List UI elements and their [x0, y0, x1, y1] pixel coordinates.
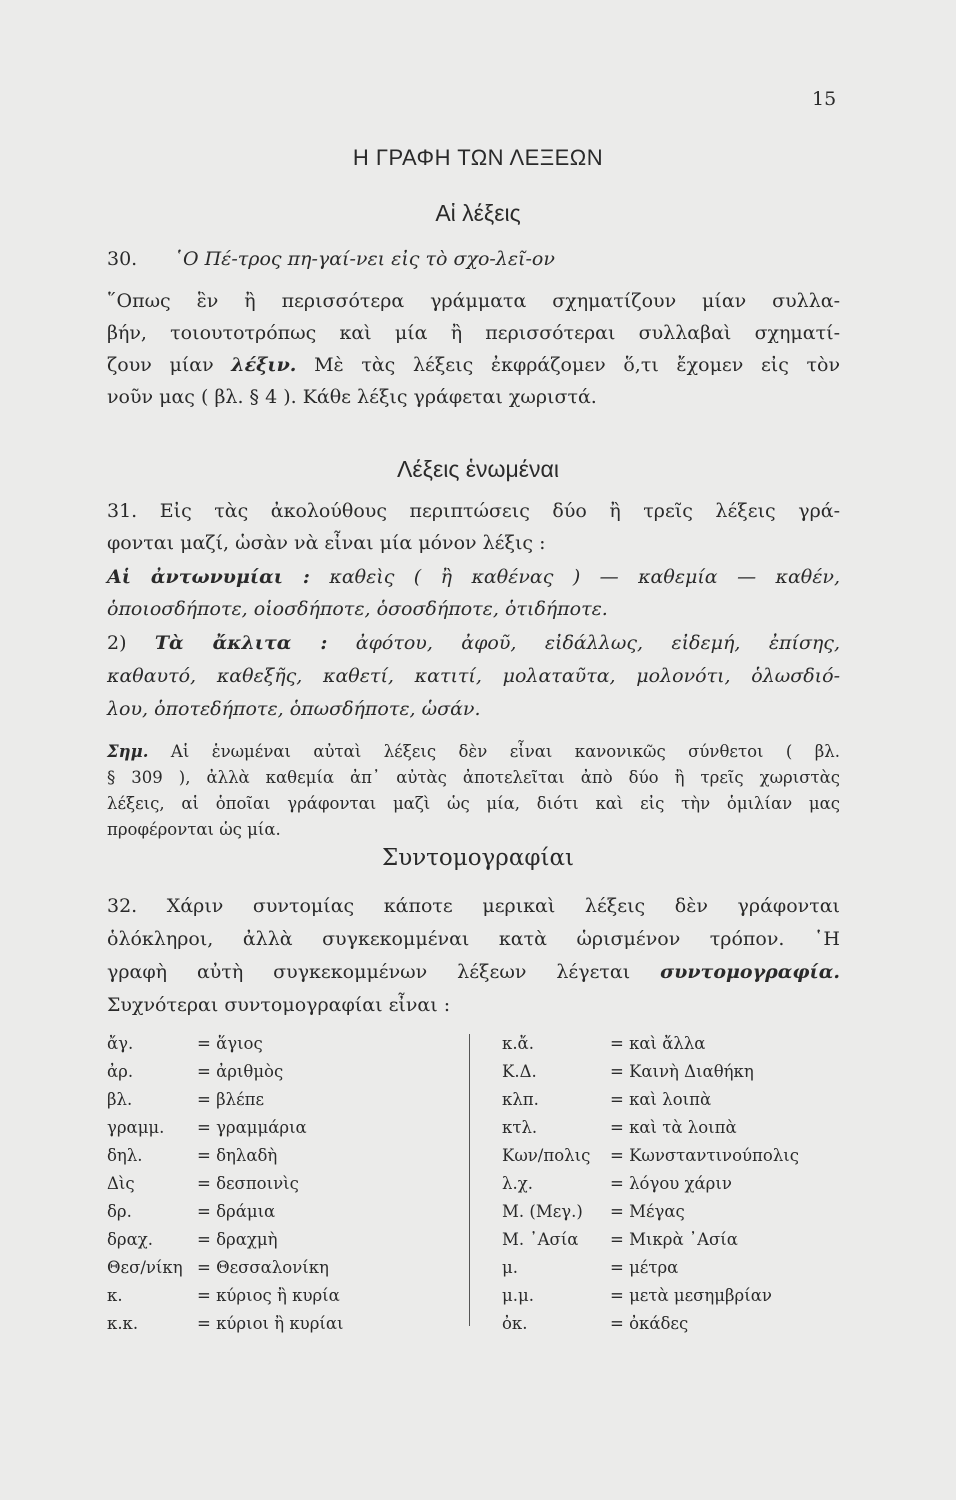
note-line: § 309 ), ἀλλὰ καθεμία ἀπ᾽ αὐτὰς ἀποτελεῖται ἀπὸ δύο ἢ τρεῖς χωριστὰς [107, 768, 840, 787]
paragraph-line [107, 248, 840, 270]
abbreviation-meaning: = λόγου χάριν [610, 1174, 732, 1193]
abbreviation: κτλ. [502, 1118, 538, 1137]
paragraph-line: καθαυτό, καθεξῆς, καθετί, κατιτί, μολαταῦτα, μολονότι, ὁλωσδιό- [107, 665, 840, 687]
abbreviation-meaning: = Κωνσταντινούπολις [610, 1146, 799, 1165]
section-heading-words: Αἱ λέξεις [435, 200, 521, 226]
paragraph-line: 31. Εἰς τὰς ἀκολούθους περιπτώσεις δύο ἢ τρεῖς λέξεις γρά- [107, 500, 840, 522]
abbreviation-row [107, 1282, 467, 1310]
paragraph-line: 2) Τὰ ἄκλιτα : ἀφότου, ἀφοῦ, εἰδάλλως, εἰδεμή, ἐπίσης, [107, 632, 840, 654]
abbreviation-meaning: = ἅγιος [197, 1034, 263, 1053]
paragraph-line: Αἱ ἀντωνυμίαι : καθεὶς ( ἢ καθένας ) — καθεμία — καθέν, [107, 566, 841, 588]
abbreviation: κ.ἄ. [502, 1034, 534, 1053]
section-heading-joined-words: Λέξεις ἑνωμέναι [397, 456, 559, 482]
abbreviation: γραμμ. [107, 1118, 165, 1137]
abbreviation-row [502, 1310, 842, 1338]
abbreviation-meaning: = δεσποινὶς [197, 1174, 299, 1193]
chapter-title: Η ΓΡΑΦΗ ΤΩΝ ΛΕΞΕΩΝ [352, 145, 604, 170]
abbreviation: Μ. ᾿Ασία [502, 1230, 579, 1249]
abbreviation: Κων/πολις [502, 1146, 591, 1165]
abbreviation-meaning: = Θεσσαλονίκη [197, 1258, 329, 1277]
abbreviation-meaning: = μέτρα [610, 1258, 679, 1277]
abbreviation-row [502, 1198, 842, 1226]
abbreviation: ὀκ. [502, 1314, 528, 1333]
abbreviation-row [107, 1030, 467, 1058]
emphasized-term: Αἱ ἀντωνυμίαι : [107, 566, 310, 588]
column-divider [469, 1034, 470, 1326]
paragraph-line: ζουν μίαν λέξιν. Μὲ τὰς λέξεις ἐκφράζομεν ὅ,τι ἔχομεν εἰς τὸν [107, 354, 841, 376]
abbreviation-meaning: = δραχμὴ [197, 1230, 278, 1249]
abbreviation: κ.κ. [107, 1314, 139, 1333]
abbreviation-meaning: = δράμια [197, 1202, 276, 1221]
abbreviation: Κ.Δ. [502, 1062, 537, 1081]
abbreviation-meaning: = Μέγας [610, 1202, 685, 1221]
abbreviation: κλπ. [502, 1090, 539, 1109]
paragraph-line: λου, ὁποτεδήποτε, ὁπωσδήποτε, ὡσάν. [107, 698, 481, 720]
abbreviation-meaning: = δηλαδὴ [197, 1146, 278, 1165]
note-line: λέξεις, αἱ ὁποῖαι γράφονται μαζὶ ὡς μία, διότι καὶ εἰς τὴν ὁμιλίαν μας [107, 794, 840, 813]
emphasized-term: συντομογραφία. [660, 961, 840, 983]
abbreviation: Μ. (Μεγ.) [502, 1202, 583, 1221]
abbreviation-meaning: = ἀριθμὸς [197, 1062, 284, 1081]
abbreviation-row [107, 1114, 467, 1142]
abbreviation: μ. [502, 1258, 518, 1277]
abbreviation-row [502, 1254, 842, 1282]
paragraph-line: γραφὴ αὐτὴ συγκεκομμένων λέξεων λέγεται συντομογραφία. [107, 961, 840, 983]
abbreviation: λ.χ. [502, 1174, 533, 1193]
paragraph-line: νοῦν μας ( βλ. § 4 ). Κάθε λέξις γράφεται χωριστά. [107, 386, 597, 408]
abbreviation-meaning: = γραμμάρια [197, 1118, 307, 1137]
abbreviation-row [107, 1086, 467, 1114]
section-heading-abbreviations: Συντομογραφίαι [381, 845, 575, 871]
paragraph-line: ὁποιοσδήποτε, οἱοσδήποτε, ὁσοσδήποτε, ὁτιδήποτε. [107, 598, 608, 620]
abbreviation: ἄγ. [107, 1034, 134, 1053]
abbreviation: βλ. [107, 1090, 133, 1109]
abbreviation-row [107, 1310, 467, 1338]
abbreviation-meaning: = Καινὴ Διαθήκη [610, 1062, 754, 1081]
abbreviation-row [107, 1170, 467, 1198]
abbreviation-meaning: = μετὰ μεσημβρίαν [610, 1286, 772, 1305]
abbreviation: Δὶς [107, 1174, 135, 1193]
abbreviation: Θεσ/νίκη [107, 1258, 183, 1277]
abbreviation-meaning: = Μικρὰ ᾿Ασία [610, 1230, 738, 1249]
abbreviation-meaning: = καὶ ἄλλα [610, 1034, 706, 1053]
abbreviation-row [502, 1030, 842, 1058]
abbreviation-row [502, 1282, 842, 1310]
note-line: προφέρονται ὡς μία. [107, 820, 281, 839]
abbreviation-row [107, 1058, 467, 1086]
abbreviation-meaning: = καὶ λοιπὰ [610, 1090, 712, 1109]
abbreviation-meaning: = κύριος ἢ κυρία [197, 1286, 340, 1305]
abbreviation-row [502, 1226, 842, 1254]
abbreviation-row [107, 1226, 467, 1254]
abbreviation-meaning: = κύριοι ἢ κυρίαι [197, 1314, 344, 1333]
note-line: Σημ. Αἱ ἑνωμέναι αὐταὶ λέξεις δὲν εἶναι κανονικῶς σύνθετοι ( βλ. [107, 742, 840, 761]
emphasized-term: Τὰ ἄκλιτα : [154, 632, 328, 654]
paragraph-line: ὁλόκληροι, ἀλλὰ συγκεκομμέναι κατὰ ὡρισμένον τρόπον. ῾Η [107, 928, 840, 950]
paragraph-line: 32. Χάριν συντομίας κάποτε μερικαὶ λέξεις δὲν γράφονται [107, 895, 840, 917]
note-label: Σημ. [107, 742, 149, 761]
abbreviation: κ. [107, 1286, 123, 1305]
paragraph-line: φονται μαζί, ὡσὰν νὰ εἶναι μία μόνον λέξις : [107, 532, 546, 554]
abbreviation-row [107, 1142, 467, 1170]
abbreviation-row [502, 1086, 842, 1114]
paragraph-line: ῞Οπως ἓν ἢ περισσότερα γράμματα σχηματίζουν μίαν συλλα- [107, 290, 840, 312]
abbreviation-row [502, 1170, 842, 1198]
paragraph-line: βήν, τοιουτοτρόπως καὶ μία ἢ περισσότεραι συλλαβαὶ σχηματί- [107, 322, 840, 344]
abbreviation: ἀρ. [107, 1062, 134, 1081]
abbreviation-row [502, 1142, 842, 1170]
abbreviation: δρ. [107, 1202, 132, 1221]
abbreviation-column-left [107, 1030, 467, 1338]
abbreviation-meaning: = ὀκάδες [610, 1314, 689, 1333]
abbreviation: μ.μ. [502, 1286, 534, 1305]
abbreviation-meaning: = καὶ τὰ λοιπὰ [610, 1118, 737, 1137]
page-number: 15 [812, 88, 837, 110]
abbreviation: δηλ. [107, 1146, 143, 1165]
abbreviation-row [502, 1114, 842, 1142]
abbreviation-row [107, 1254, 467, 1282]
abbreviation-row [502, 1058, 842, 1086]
emphasized-term: λέξιν. [231, 354, 297, 376]
paragraph-number: 30. [107, 248, 138, 270]
paragraph-line: Συχνότεραι συντομογραφίαι εἶναι : [107, 994, 451, 1016]
abbreviation-row [107, 1198, 467, 1226]
abbreviation: δραχ. [107, 1230, 154, 1249]
abbreviation-meaning: = βλέπε [197, 1090, 265, 1109]
example-sentence: ῾Ο Πέ-τρος πη-γαί-νει εἰς τὸ σχο-λεῖ-ον [173, 248, 555, 270]
abbreviation-column-right [502, 1030, 842, 1338]
